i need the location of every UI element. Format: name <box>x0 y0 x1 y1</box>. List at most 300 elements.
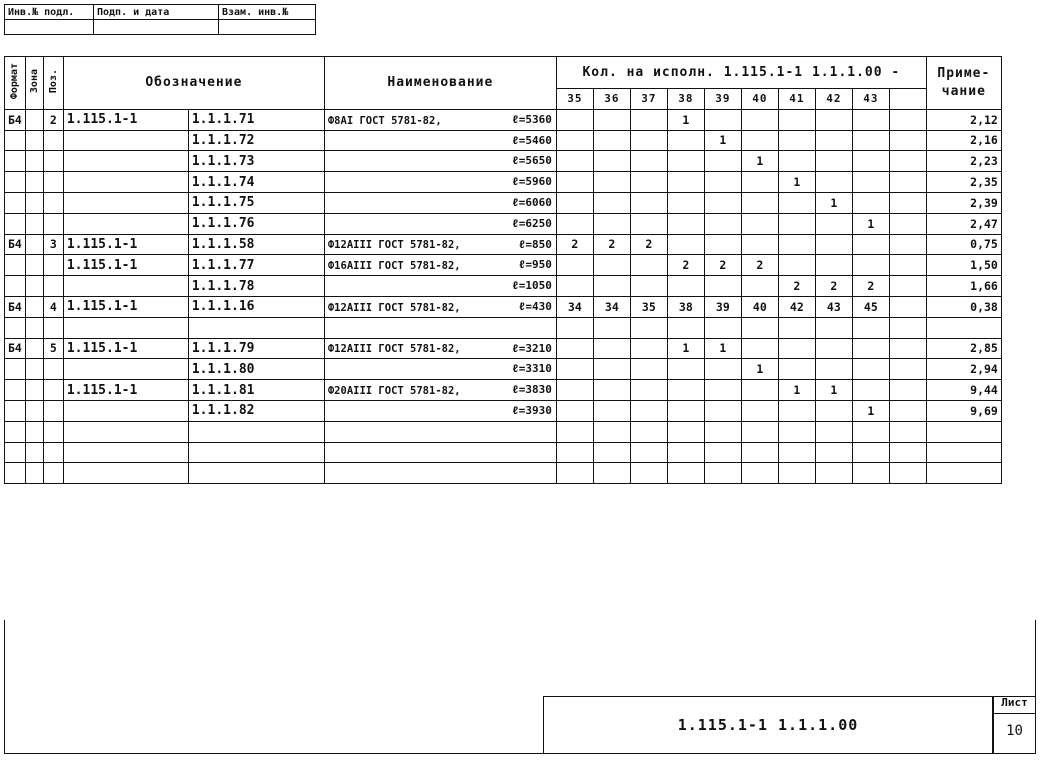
cell-qty <box>741 380 778 401</box>
cell-note: 2,12 <box>926 109 1001 130</box>
cell-code: 1.1.1.76 <box>188 213 324 234</box>
cell-qty <box>593 359 630 380</box>
cell-qty <box>815 255 852 276</box>
cell-name-text: Ф12АIII ГОСТ 5781-82, <box>327 301 461 314</box>
cell-zone <box>25 463 43 484</box>
cell-qty <box>889 213 926 234</box>
cell-qty <box>667 421 704 442</box>
cell-series: 1.115.1-1 <box>63 380 188 401</box>
cell-qty <box>852 442 889 463</box>
cell-name <box>324 151 556 172</box>
cell-qty <box>852 421 889 442</box>
cell-pos <box>43 359 63 380</box>
table-row <box>5 463 1002 484</box>
cell-pos: 2 <box>43 109 63 130</box>
cell-qty <box>852 380 889 401</box>
cell-qty <box>889 338 926 359</box>
cell-code: 1.1.1.82 <box>188 400 324 421</box>
cell-qty <box>815 442 852 463</box>
cell-note: 0,38 <box>926 296 1001 317</box>
cell-qty: 1 <box>778 172 815 193</box>
cell-qty <box>593 213 630 234</box>
table-row <box>5 234 1002 255</box>
stamp-blank-2 <box>94 20 219 35</box>
cell-code: 1.1.1.77 <box>188 255 324 276</box>
cell-qty <box>556 400 593 421</box>
cell-name <box>324 109 556 130</box>
cell-qty <box>630 380 667 401</box>
cell-qty <box>741 442 778 463</box>
cell-format <box>5 359 26 380</box>
header-variant-8: 42 <box>815 89 852 110</box>
cell-qty <box>593 172 630 193</box>
cell-name <box>324 463 556 484</box>
cell-qty <box>593 192 630 213</box>
header-format: Формат <box>5 57 26 110</box>
cell-zone <box>25 338 43 359</box>
cell-code: 1.1.1.74 <box>188 172 324 193</box>
cell-note: 2,23 <box>926 151 1001 172</box>
cell-length: ℓ=5460 <box>512 133 552 147</box>
header-variant-3: 37 <box>630 89 667 110</box>
cell-qty <box>889 151 926 172</box>
cell-qty <box>630 213 667 234</box>
cell-qty <box>778 400 815 421</box>
cell-pos: 4 <box>43 296 63 317</box>
cell-length: ℓ=6060 <box>512 195 552 209</box>
cell-code: 1.1.1.58 <box>188 234 324 255</box>
cell-qty <box>815 338 852 359</box>
table-row <box>5 172 1002 193</box>
cell-qty <box>741 421 778 442</box>
cell-qty <box>704 234 741 255</box>
cell-qty <box>852 172 889 193</box>
table-row <box>5 296 1002 317</box>
cell-qty <box>741 400 778 421</box>
cell-qty <box>556 213 593 234</box>
cell-zone <box>25 213 43 234</box>
header-designation: Обозначение <box>63 57 324 110</box>
cell-qty <box>704 213 741 234</box>
header-variant-1: 35 <box>556 89 593 110</box>
header-name: Наименование <box>324 57 556 110</box>
cell-qty <box>704 109 741 130</box>
cell-series: 1.115.1-1 <box>63 109 188 130</box>
cell-note: 9,69 <box>926 400 1001 421</box>
cell-qty <box>815 317 852 338</box>
cell-qty <box>815 172 852 193</box>
cell-series <box>63 421 188 442</box>
cell-qty <box>741 213 778 234</box>
cell-length: ℓ=3830 <box>512 383 552 397</box>
cell-code <box>188 421 324 442</box>
cell-qty: 2 <box>741 255 778 276</box>
cell-series: 1.115.1-1 <box>63 255 188 276</box>
cell-qty <box>630 463 667 484</box>
cell-qty <box>667 276 704 297</box>
cell-series <box>63 192 188 213</box>
sheet-number: 10 <box>1006 723 1023 739</box>
cell-qty: 1 <box>852 213 889 234</box>
cell-zone <box>25 130 43 151</box>
cell-qty <box>889 421 926 442</box>
cell-series <box>63 317 188 338</box>
cell-qty <box>815 463 852 484</box>
cell-series <box>63 172 188 193</box>
cell-qty <box>889 192 926 213</box>
cell-qty <box>741 317 778 338</box>
cell-pos <box>43 463 63 484</box>
cell-qty: 2 <box>556 234 593 255</box>
cell-qty: 42 <box>778 296 815 317</box>
cell-qty <box>667 234 704 255</box>
cell-qty <box>815 421 852 442</box>
table-row <box>5 400 1002 421</box>
cell-note: 0,75 <box>926 234 1001 255</box>
cell-qty <box>630 109 667 130</box>
specification-table <box>4 56 1002 484</box>
cell-qty <box>556 192 593 213</box>
cell-qty <box>556 359 593 380</box>
cell-qty <box>556 172 593 193</box>
cell-qty <box>593 276 630 297</box>
cell-qty <box>593 380 630 401</box>
cell-note <box>926 317 1001 338</box>
table-row <box>5 442 1002 463</box>
cell-qty <box>667 400 704 421</box>
cell-qty <box>889 442 926 463</box>
table-row <box>5 255 1002 276</box>
cell-qty <box>778 421 815 442</box>
cell-zone <box>25 234 43 255</box>
cell-qty <box>556 380 593 401</box>
cell-zone <box>25 255 43 276</box>
cell-length: ℓ=950 <box>518 258 552 272</box>
cell-format: Б4 <box>5 234 26 255</box>
cell-qty <box>593 442 630 463</box>
cell-qty <box>778 151 815 172</box>
cell-qty: 2 <box>778 276 815 297</box>
cell-pos <box>43 192 63 213</box>
cell-series <box>63 463 188 484</box>
cell-qty: 45 <box>852 296 889 317</box>
cell-format <box>5 276 26 297</box>
cell-length: ℓ=430 <box>518 299 552 313</box>
cell-qty <box>815 213 852 234</box>
cell-qty <box>889 130 926 151</box>
cell-qty <box>778 109 815 130</box>
table-row <box>5 192 1002 213</box>
cell-length: ℓ=5650 <box>512 154 552 168</box>
cell-qty <box>889 400 926 421</box>
cell-qty <box>704 172 741 193</box>
stamp-blank-1 <box>5 20 94 35</box>
cell-qty: 34 <box>556 296 593 317</box>
cell-qty <box>889 463 926 484</box>
cell-qty <box>630 192 667 213</box>
cell-qty <box>630 151 667 172</box>
stamp-sign-date: Подп. и дата <box>94 5 219 20</box>
cell-qty <box>630 172 667 193</box>
cell-pos <box>43 172 63 193</box>
cell-qty <box>852 338 889 359</box>
cell-series <box>63 130 188 151</box>
cell-name <box>324 213 556 234</box>
cell-qty <box>630 400 667 421</box>
header-variant-4: 38 <box>667 89 704 110</box>
cell-note <box>926 442 1001 463</box>
cell-qty <box>852 234 889 255</box>
cell-series: 1.115.1-1 <box>63 296 188 317</box>
cell-qty <box>778 317 815 338</box>
cell-qty: 39 <box>704 296 741 317</box>
cell-note: 2,39 <box>926 192 1001 213</box>
cell-qty <box>704 192 741 213</box>
cell-qty <box>667 151 704 172</box>
cell-qty: 1 <box>815 380 852 401</box>
cell-note: 2,94 <box>926 359 1001 380</box>
cell-zone <box>25 380 43 401</box>
cell-pos <box>43 276 63 297</box>
cell-qty <box>556 109 593 130</box>
header-variant-9: 43 <box>852 89 889 110</box>
cell-name-text: Ф12АIII ГОСТ 5781-82, <box>327 343 461 356</box>
cell-qty: 1 <box>667 338 704 359</box>
cell-pos <box>43 421 63 442</box>
cell-qty <box>593 338 630 359</box>
cell-pos <box>43 130 63 151</box>
cell-format <box>5 442 26 463</box>
cell-code: 1.1.1.16 <box>188 296 324 317</box>
cell-qty: 1 <box>852 400 889 421</box>
cell-qty: 1 <box>704 130 741 151</box>
cell-qty <box>704 380 741 401</box>
cell-note: 9,44 <box>926 380 1001 401</box>
cell-qty <box>778 255 815 276</box>
cell-qty <box>667 463 704 484</box>
cell-pos <box>43 400 63 421</box>
table-row <box>5 151 1002 172</box>
cell-qty <box>667 442 704 463</box>
cell-zone <box>25 276 43 297</box>
stamp-blank-3 <box>219 20 316 35</box>
cell-series <box>63 213 188 234</box>
cell-qty <box>667 380 704 401</box>
cell-qty <box>556 255 593 276</box>
cell-qty <box>741 276 778 297</box>
cell-qty <box>852 109 889 130</box>
cell-code: 1.1.1.81 <box>188 380 324 401</box>
cell-qty <box>815 359 852 380</box>
cell-name <box>324 421 556 442</box>
header-zone: Зона <box>25 57 43 110</box>
cell-pos: 3 <box>43 234 63 255</box>
cell-qty <box>704 463 741 484</box>
cell-zone <box>25 359 43 380</box>
cell-qty <box>889 296 926 317</box>
cell-qty <box>778 213 815 234</box>
cell-code: 1.1.1.80 <box>188 359 324 380</box>
cell-qty: 2 <box>852 276 889 297</box>
cell-length: ℓ=3930 <box>512 403 552 417</box>
cell-qty <box>593 255 630 276</box>
cell-length: ℓ=3210 <box>512 341 552 355</box>
cell-qty <box>815 151 852 172</box>
cell-length: ℓ=3310 <box>512 362 552 376</box>
cell-qty <box>630 359 667 380</box>
cell-code: 1.1.1.75 <box>188 192 324 213</box>
cell-qty <box>852 255 889 276</box>
cell-qty <box>704 421 741 442</box>
cell-qty <box>667 317 704 338</box>
table-row <box>5 109 1002 130</box>
cell-qty <box>556 338 593 359</box>
cell-name <box>324 400 556 421</box>
cell-note: 2,85 <box>926 338 1001 359</box>
cell-length: ℓ=5960 <box>512 175 552 189</box>
cell-qty <box>778 442 815 463</box>
cell-format <box>5 380 26 401</box>
cell-zone <box>25 421 43 442</box>
cell-qty <box>741 338 778 359</box>
header-qty-group: Кол. на исполн. 1.115.1-1 1.1.1.00 - <box>556 57 926 89</box>
cell-name <box>324 172 556 193</box>
cell-qty: 1 <box>815 192 852 213</box>
cell-format <box>5 400 26 421</box>
cell-name-text: Ф16АIII ГОСТ 5781-82, <box>327 260 461 273</box>
cell-qty: 2 <box>593 234 630 255</box>
cell-qty <box>704 317 741 338</box>
cell-name-text: Ф20АIII ГОСТ 5781-82, <box>327 385 461 398</box>
cell-pos <box>43 442 63 463</box>
cell-qty <box>593 421 630 442</box>
cell-name <box>324 192 556 213</box>
cell-name <box>324 130 556 151</box>
header-variant-5: 39 <box>704 89 741 110</box>
cell-qty <box>556 130 593 151</box>
cell-qty <box>741 192 778 213</box>
stamp-inv-original: Инв.№ подл. <box>5 5 94 20</box>
cell-qty <box>630 317 667 338</box>
cell-length: ℓ=1050 <box>512 279 552 293</box>
cell-qty <box>667 359 704 380</box>
cell-qty: 38 <box>667 296 704 317</box>
cell-qty <box>667 213 704 234</box>
cell-qty <box>741 109 778 130</box>
cell-qty <box>778 234 815 255</box>
cell-zone <box>25 400 43 421</box>
cell-qty <box>815 130 852 151</box>
table-row <box>5 276 1002 297</box>
cell-note: 1,66 <box>926 276 1001 297</box>
header-variant-10 <box>889 89 926 110</box>
cell-pos <box>43 255 63 276</box>
cell-qty <box>889 234 926 255</box>
cell-name-text: Ф8АI ГОСТ 5781-82, <box>327 114 442 127</box>
cell-format <box>5 463 26 484</box>
cell-note: 2,16 <box>926 130 1001 151</box>
cell-qty <box>556 421 593 442</box>
cell-note: 2,47 <box>926 213 1001 234</box>
cell-qty <box>741 130 778 151</box>
cell-qty: 35 <box>630 296 667 317</box>
header-variant-2: 36 <box>593 89 630 110</box>
cell-qty: 2 <box>630 234 667 255</box>
cell-code: 1.1.1.72 <box>188 130 324 151</box>
cell-qty <box>778 192 815 213</box>
cell-qty <box>741 463 778 484</box>
cell-qty <box>704 400 741 421</box>
cell-format <box>5 130 26 151</box>
cell-qty <box>852 192 889 213</box>
cell-format <box>5 172 26 193</box>
cell-pos: 5 <box>43 338 63 359</box>
cell-code: 1.1.1.78 <box>188 276 324 297</box>
cell-series <box>63 151 188 172</box>
cell-qty: 40 <box>741 296 778 317</box>
cell-format: Б4 <box>5 338 26 359</box>
archive-stamp <box>4 4 316 35</box>
cell-name <box>324 296 556 317</box>
cell-qty <box>778 359 815 380</box>
cell-name <box>324 338 556 359</box>
cell-qty <box>889 380 926 401</box>
cell-format: Б4 <box>5 109 26 130</box>
cell-qty: 2 <box>815 276 852 297</box>
cell-name <box>324 317 556 338</box>
cell-qty <box>556 151 593 172</box>
title-block-designation: 1.115.1-1 1.1.1.00 <box>543 696 993 754</box>
cell-qty <box>741 172 778 193</box>
cell-qty <box>593 317 630 338</box>
cell-qty <box>852 151 889 172</box>
cell-pos <box>43 213 63 234</box>
cell-qty <box>556 463 593 484</box>
cell-qty <box>704 276 741 297</box>
table-row <box>5 338 1002 359</box>
cell-qty <box>889 172 926 193</box>
cell-qty <box>630 338 667 359</box>
cell-qty: 1 <box>741 151 778 172</box>
cell-length: ℓ=850 <box>518 237 552 251</box>
cell-qty <box>556 276 593 297</box>
cell-qty <box>667 130 704 151</box>
cell-qty <box>741 234 778 255</box>
cell-qty <box>630 421 667 442</box>
cell-name <box>324 380 556 401</box>
cell-qty <box>852 359 889 380</box>
cell-qty <box>667 192 704 213</box>
cell-qty <box>778 463 815 484</box>
cell-code: 1.1.1.73 <box>188 151 324 172</box>
cell-qty <box>630 130 667 151</box>
cell-note: 2,35 <box>926 172 1001 193</box>
cell-format <box>5 421 26 442</box>
cell-qty <box>815 400 852 421</box>
header-note: Приме- чание <box>926 57 1001 110</box>
cell-qty: 43 <box>815 296 852 317</box>
cell-qty <box>630 442 667 463</box>
cell-qty <box>556 317 593 338</box>
cell-code <box>188 442 324 463</box>
cell-format <box>5 151 26 172</box>
header-pos: Поз. <box>43 57 63 110</box>
cell-pos <box>43 380 63 401</box>
cell-qty: 34 <box>593 296 630 317</box>
cell-code: 1.1.1.71 <box>188 109 324 130</box>
cell-code <box>188 317 324 338</box>
cell-series: 1.115.1-1 <box>63 338 188 359</box>
